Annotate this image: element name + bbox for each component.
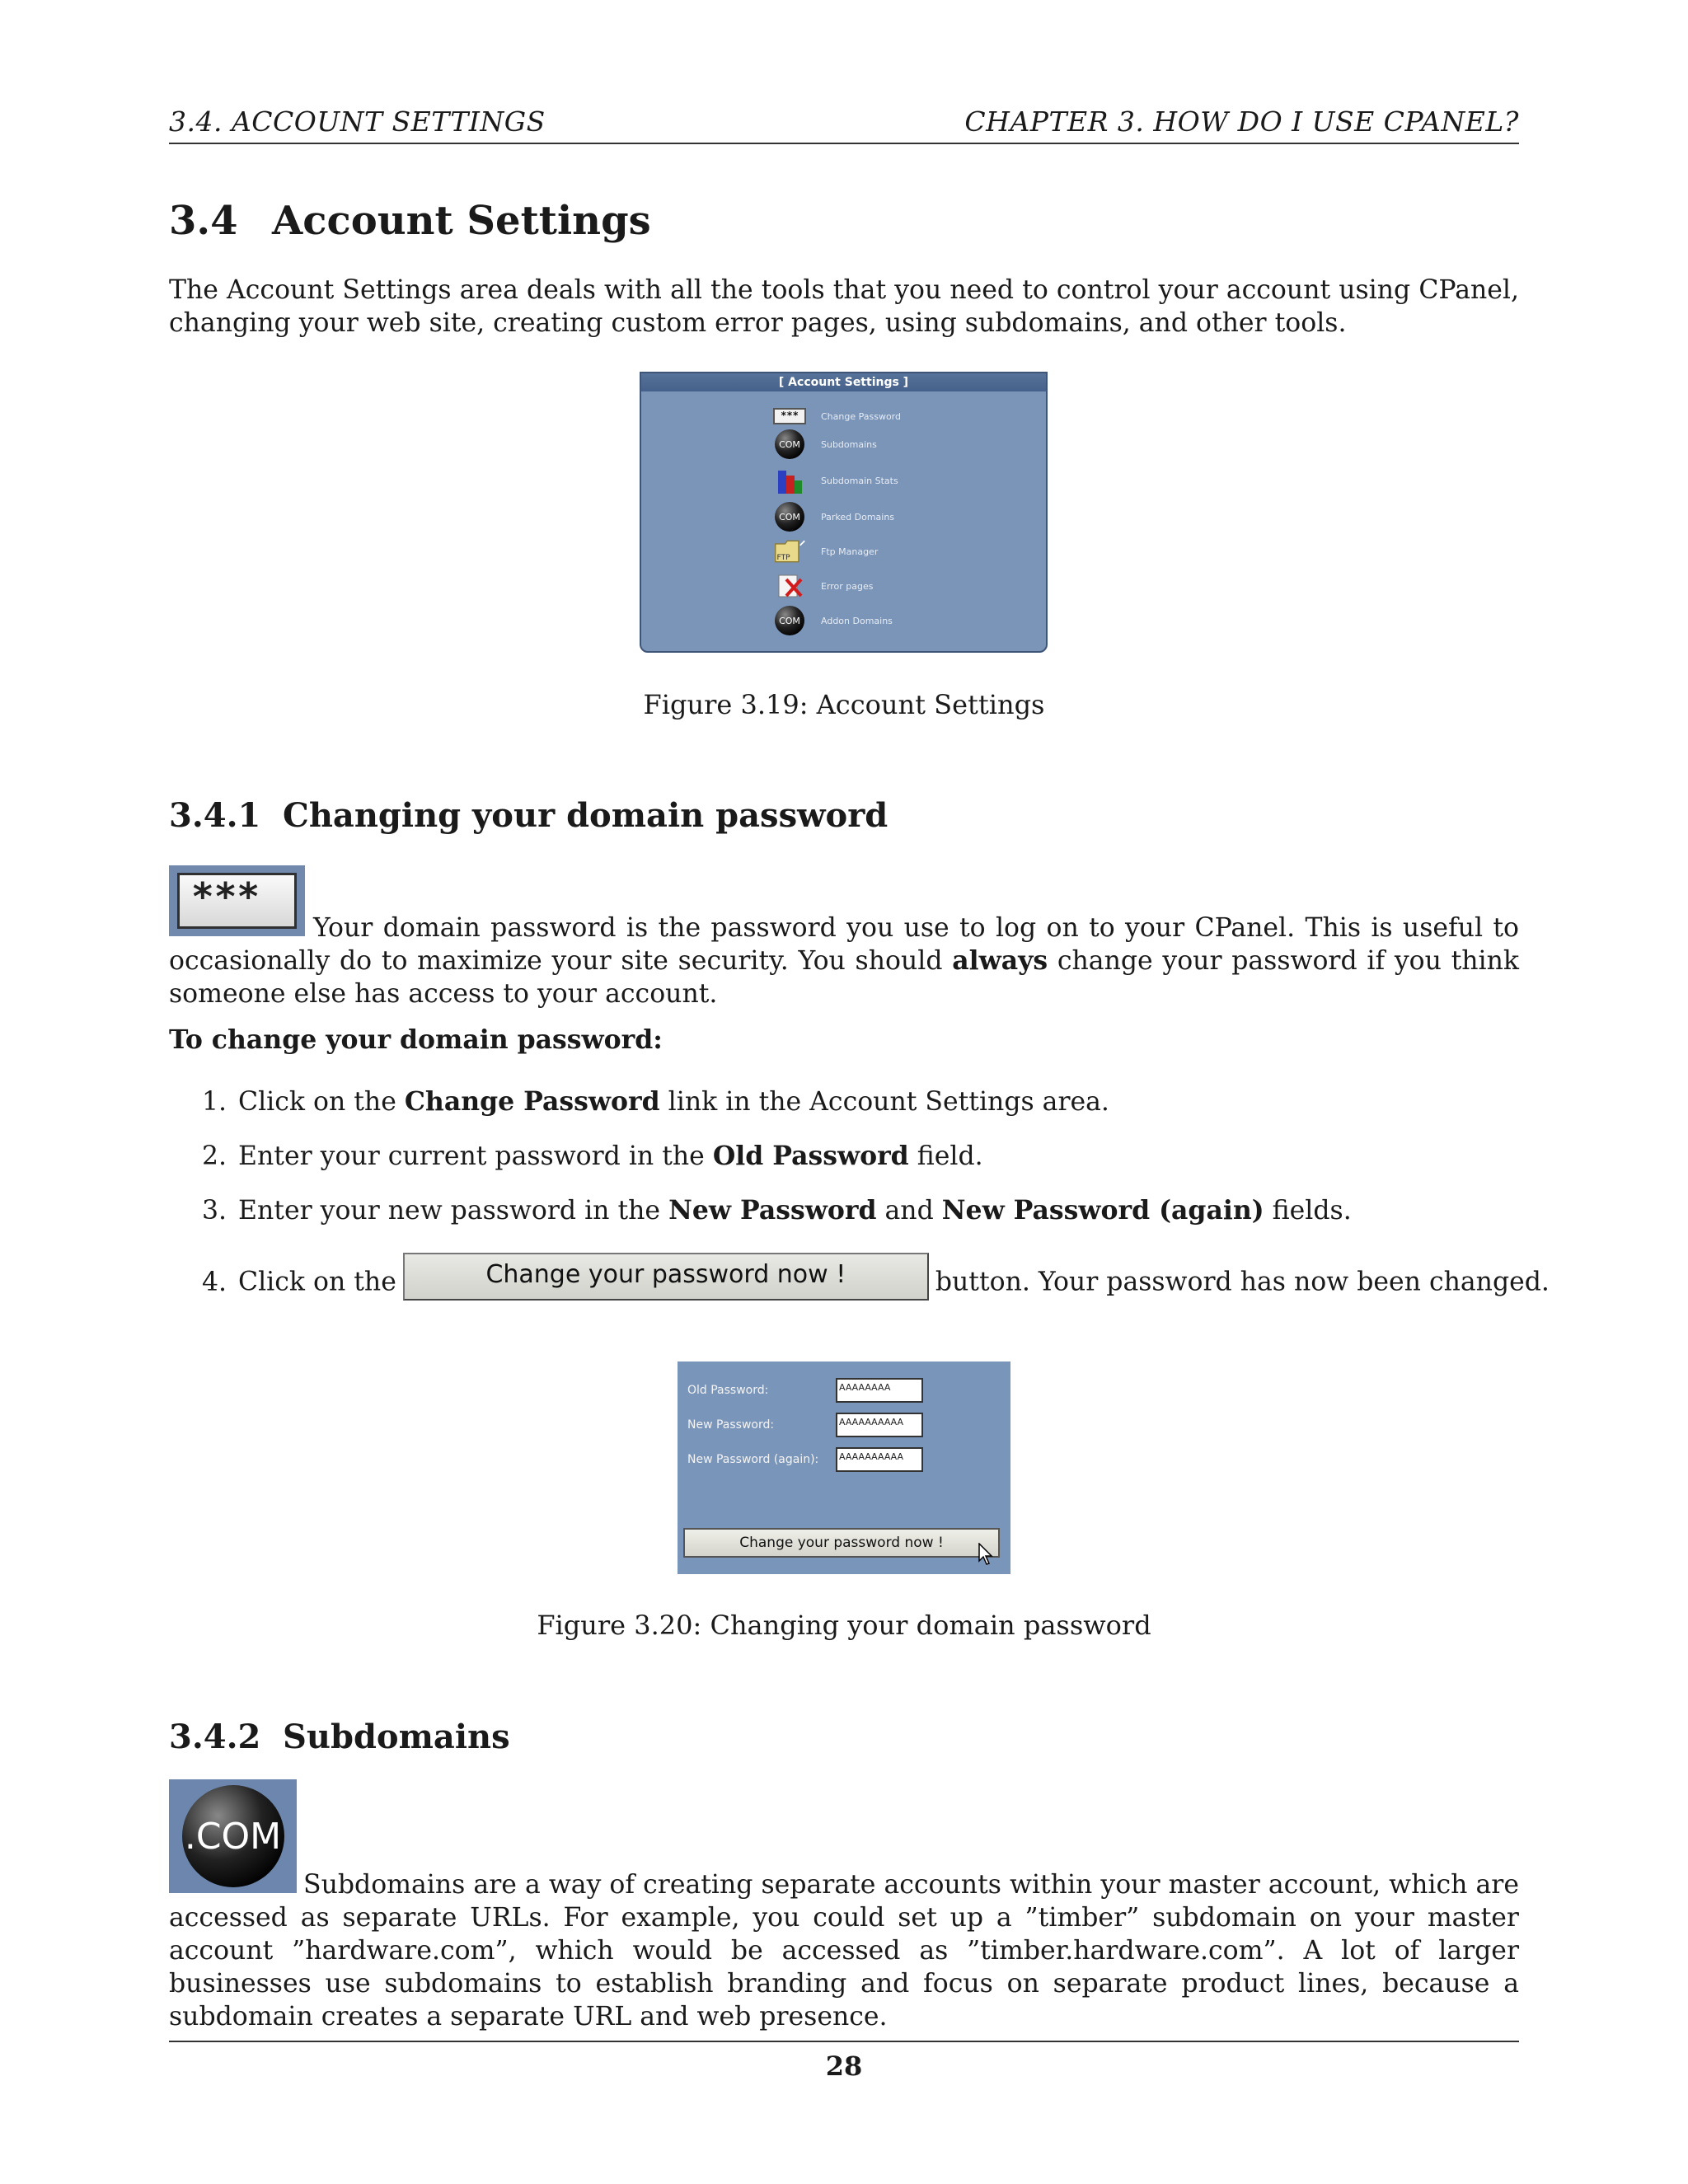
account-settings-item: [773, 401, 901, 431]
step-text: Click on the: [238, 1267, 396, 1297]
header-chapter: CHAPTER 3. HOW DO I USE CPANEL?: [964, 105, 1519, 138]
step-text: link in the Account Settings area.: [659, 1087, 1109, 1117]
new-password-again-row: [687, 1447, 923, 1472]
change-password-submit-button[interactable]: Change your password now !: [683, 1528, 1000, 1558]
header-section: 3.4. ACCOUNT SETTINGS: [169, 105, 546, 138]
change-password-button[interactable]: Change your password now !: [403, 1253, 929, 1301]
bar-chart-icon: [773, 466, 806, 495]
com-ball-icon: COM: [773, 502, 806, 532]
section-number: 3.4: [169, 198, 238, 244]
list-item: [202, 1141, 983, 1171]
step-text: button. Your password has now been changed.: [935, 1267, 1550, 1297]
mouse-pointer-icon: [978, 1543, 995, 1566]
subsection-number: 3.4.2: [169, 1718, 261, 1756]
ftp-folder-icon: [773, 537, 806, 566]
account-settings-item-label: Ftp Manager: [821, 546, 879, 557]
subsection-title: Subdomains: [283, 1718, 510, 1756]
password-paragraph-text: Your domain password is the password you use to log on to your CPanel. This is useful to occasionally do to maximize your site security. You should: [169, 913, 1519, 976]
password-paragraph-text-end: change your password if you think someone else has access to your account.: [169, 946, 1519, 1009]
step-text: and: [876, 1196, 942, 1226]
account-settings-item: [773, 502, 894, 532]
howto-heading: To change your domain password:: [169, 1024, 663, 1055]
account-settings-figure: [640, 372, 1048, 653]
subdomains-paragraph: Subdomains are a way of creating separate accounts within your master account, which are accessed as separate URLs. For example, you could set up a ”timber” subdomain on your master account ”hardware.com”, which would be accessed as ”timber.hardware.com”. A lot of larger businesses use subdomains to establish branding and focus on separate product lines, because a subdomain creates a separate URL and web presence.: [169, 1870, 1519, 2032]
ftp-folder-text: FTP: [776, 554, 790, 562]
running-header: [169, 105, 1519, 144]
change-password-figure: [678, 1361, 1010, 1574]
subsection-number: 3.4.1: [169, 796, 261, 835]
account-settings-item-label: Parked Domains: [821, 511, 895, 523]
old-password-label: Old Password:: [687, 1384, 769, 1397]
step-emphasis: Change Password: [404, 1086, 660, 1117]
step-text: Enter your current password in the: [238, 1141, 713, 1171]
section-title: Account Settings: [272, 198, 651, 244]
figure-caption: Figure 3.20: Changing your domain password: [537, 1610, 1151, 1641]
account-settings-item-label: Addon Domains: [821, 615, 893, 626]
account-settings-item: [773, 571, 874, 601]
error-page-icon: [773, 571, 806, 601]
list-item: [202, 1259, 1550, 1307]
password-paragraph: [169, 912, 1519, 1010]
password-stars-text: ***: [177, 873, 297, 929]
old-password-field[interactable]: AAAAAAAA: [836, 1378, 923, 1403]
password-paragraph-emphasis: always: [952, 945, 1048, 976]
account-settings-item: [773, 537, 878, 566]
section-intro: The Account Settings area deals with all the tools that you need to control your account using CPanel, changing your web site, creating custom error pages, using subdomains, and other tools.: [169, 275, 1519, 338]
step-text: field.: [908, 1141, 983, 1171]
new-password-again-label: New Password (again):: [687, 1453, 819, 1466]
subsection-title: Changing your domain password: [283, 796, 889, 835]
account-settings-item: [773, 429, 877, 459]
step-emphasis: New Password: [668, 1195, 877, 1226]
password-stars-icon: ***: [773, 401, 806, 431]
account-settings-item-label: Subdomains: [821, 438, 877, 450]
footer-rule: [169, 2041, 1519, 2042]
old-password-row: [687, 1378, 923, 1403]
new-password-field[interactable]: AAAAAAAAAA: [836, 1413, 923, 1437]
list-number: 3.: [202, 1196, 227, 1226]
step-emphasis: Old Password: [712, 1141, 909, 1171]
com-ball-icon: COM: [773, 429, 806, 459]
account-settings-item-label: Subdomain Stats: [821, 475, 898, 486]
step-text: fields.: [1264, 1196, 1352, 1226]
account-settings-panel-title: [ Account Settings ]: [641, 373, 1046, 391]
account-settings-item: [773, 466, 898, 495]
subsection-heading: [169, 796, 888, 835]
com-ball-icon: COM: [773, 606, 806, 635]
list-number: 4.: [202, 1267, 227, 1297]
step-text: Enter your new password in the: [238, 1196, 669, 1226]
list-number: 2.: [202, 1141, 227, 1171]
new-password-again-field[interactable]: AAAAAAAAAA: [836, 1447, 923, 1472]
figure-caption: Figure 3.19: Account Settings: [643, 689, 1045, 720]
account-settings-item-label: Error pages: [821, 580, 874, 592]
section-heading: [169, 198, 651, 244]
step-emphasis: New Password (again): [941, 1195, 1264, 1226]
list-item: [202, 1195, 1352, 1226]
step-text: Click on the: [238, 1087, 405, 1117]
account-settings-item: [773, 606, 893, 635]
list-number: 1.: [202, 1087, 227, 1117]
com-ball-text: .COM: [182, 1785, 284, 1887]
subsection-heading: [169, 1718, 510, 1756]
account-settings-item-label: Change Password: [821, 410, 901, 422]
new-password-row: [687, 1413, 923, 1437]
list-item: [202, 1086, 1109, 1117]
page-number: 28: [825, 2050, 863, 2082]
new-password-label: New Password:: [687, 1418, 775, 1432]
